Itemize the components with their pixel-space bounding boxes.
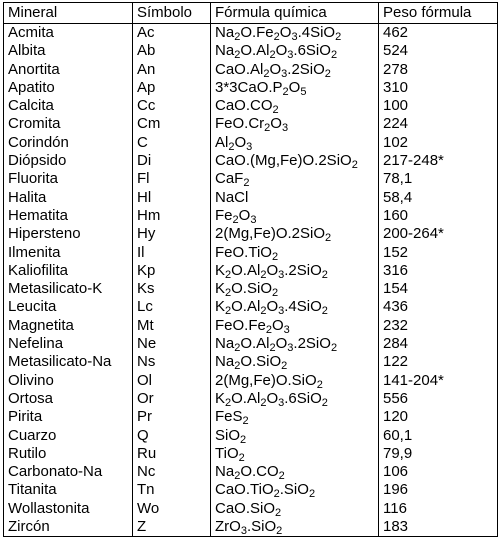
- chemical-formula: [211, 152, 379, 170]
- table-row: [4, 463, 498, 481]
- formula-subscript: 2: [234, 31, 241, 43]
- formula-text: O.CO: [240, 463, 279, 481]
- formula-subscript: 2: [225, 268, 232, 281]
- formula-weight: 310: [379, 79, 498, 97]
- mineral-name: Metasilicato-K: [4, 280, 133, 298]
- formula-weight: 120: [379, 408, 498, 426]
- formula-text: FeS: [215, 408, 243, 426]
- formula-subscript: 2: [275, 506, 282, 519]
- table-row: [4, 170, 498, 188]
- formula-text: 3*3CaO.P: [215, 78, 283, 96]
- formula-text: CaO.(Mg,Fe)O.2SiO: [215, 152, 352, 170]
- chemical-formula: [211, 481, 379, 499]
- chemical-formula: [211, 42, 379, 60]
- table-row: [4, 298, 498, 316]
- formula-weight: 284: [379, 335, 498, 353]
- formula-text: Na: [215, 353, 235, 371]
- formula-text: O.Fe: [240, 24, 274, 41]
- chemical-formula: [211, 225, 379, 243]
- table-row: [4, 427, 498, 445]
- mineral-name: Cuarzo: [4, 427, 133, 445]
- table-row: [4, 244, 498, 262]
- mineral-symbol: Pr: [133, 408, 211, 426]
- formula-subscript: 2: [234, 360, 241, 373]
- formula-subscript: 3: [250, 213, 257, 226]
- mineral-symbol: Ru: [133, 445, 211, 463]
- formula-weight: 217-248*: [379, 152, 498, 170]
- formula-text: O: [238, 206, 251, 224]
- formula-subscript: 2: [278, 470, 285, 483]
- formula-subscript: 2: [276, 525, 283, 537]
- table-row: [4, 518, 498, 537]
- mineral-name: Carbonato-Na: [4, 463, 133, 481]
- chemical-formula: [211, 244, 379, 262]
- formula-subscript: 3: [291, 31, 298, 43]
- formula-subscript: 2: [234, 49, 241, 62]
- formula-text: K: [215, 261, 226, 279]
- formula-subscript: 3: [283, 323, 290, 336]
- formula-subscript: 2: [260, 268, 267, 281]
- mineral-name: Cromita: [4, 115, 133, 133]
- mineral-symbol: Ol: [133, 372, 211, 390]
- formula-text: .6SiO: [284, 389, 322, 407]
- formula-text: K: [215, 298, 226, 316]
- mineral-name: Ortosa: [4, 390, 133, 408]
- mineral-name: Wollastonita: [4, 500, 133, 518]
- table-row: [4, 24, 498, 43]
- mineral-symbol: Fl: [133, 170, 211, 188]
- mineral-name: Hematita: [4, 207, 133, 225]
- formula-text: O: [271, 316, 284, 334]
- formula-text: O: [275, 335, 288, 353]
- chemical-formula: [211, 518, 379, 537]
- formula-subscript: 2: [325, 232, 332, 245]
- formula-text: Fe: [215, 206, 233, 224]
- header-formula: Fórmula química: [211, 3, 379, 24]
- formula-weight: 462: [379, 24, 498, 43]
- formula-weight: 122: [379, 353, 498, 371]
- formula-text: O: [275, 42, 288, 60]
- mineral-symbol: Kp: [133, 262, 211, 280]
- mineral-symbol: Di: [133, 152, 211, 170]
- formula-text: O.SiO: [240, 353, 282, 371]
- chemical-formula: [211, 372, 379, 390]
- table-row: [4, 317, 498, 335]
- formula-text: CaO.Al: [215, 60, 264, 78]
- chemical-formula: [211, 280, 379, 298]
- table-row: [4, 115, 498, 133]
- mineral-name: Olivino: [4, 372, 133, 390]
- mineral-symbol: C: [133, 134, 211, 152]
- formula-text: Na: [215, 24, 235, 41]
- formula-weight: 58,4: [379, 189, 498, 207]
- table-row: [4, 134, 498, 152]
- mineral-symbol: Z: [133, 518, 211, 537]
- mineral-symbol: Ap: [133, 79, 211, 97]
- formula-weight: 100: [379, 97, 498, 115]
- formula-subscript: 3: [278, 268, 285, 281]
- mineral-symbol: Il: [133, 244, 211, 262]
- formula-subscript: 2: [273, 488, 280, 501]
- formula-text: O: [234, 133, 247, 151]
- formula-weight: 106: [379, 463, 498, 481]
- formula-subscript: 2: [225, 305, 232, 318]
- chemical-formula: [211, 262, 379, 280]
- chemical-formula: [211, 79, 379, 97]
- formula-weight: 60,1: [379, 427, 498, 445]
- chemical-formula: [211, 408, 379, 426]
- formula-weight: 78,1: [379, 170, 498, 188]
- formula-weight: 116: [379, 500, 498, 518]
- table-body: [4, 24, 498, 537]
- formula-text: O: [266, 298, 279, 316]
- mineral-name: Magnetita: [4, 317, 133, 335]
- chemical-formula: [211, 390, 379, 408]
- formula-subscript: 2: [351, 159, 358, 172]
- mineral-symbol: Hl: [133, 189, 211, 207]
- mineral-symbol: Nc: [133, 463, 211, 481]
- formula-subscript: 2: [324, 67, 331, 80]
- formula-subscript: 2: [260, 396, 267, 409]
- table-row: [4, 189, 498, 207]
- mineral-symbol: Hy: [133, 225, 211, 243]
- formula-text: .2SiO: [284, 261, 322, 279]
- formula-text: NaCl: [215, 188, 249, 206]
- chemical-formula: [211, 207, 379, 225]
- formula-text: TiO: [215, 444, 239, 462]
- mineral-symbol: Cm: [133, 115, 211, 133]
- formula-subscript: 2: [264, 122, 271, 135]
- formula-subscript: 2: [225, 396, 232, 409]
- table-row: [4, 97, 498, 115]
- formula-subscript: 3: [278, 305, 285, 318]
- mineral-symbol: Or: [133, 390, 211, 408]
- table-row: [4, 390, 498, 408]
- table-row: [4, 152, 498, 170]
- formula-text: O.Al: [231, 389, 261, 407]
- table-row: [4, 353, 498, 371]
- formula-subscript: 2: [234, 342, 241, 355]
- formula-text: O.SiO: [231, 280, 272, 298]
- formula-text: CaO.TiO: [215, 481, 274, 499]
- formula-text: K: [215, 280, 226, 298]
- table-row: [4, 408, 498, 426]
- formula-text: FeO.TiO: [215, 243, 272, 261]
- header-peso: Peso fórmula: [379, 3, 498, 24]
- mineral-symbol: Ns: [133, 353, 211, 371]
- formula-text: O: [270, 115, 282, 133]
- table-row: [4, 262, 498, 280]
- mineral-name: Pirita: [4, 408, 133, 426]
- table-row: [4, 445, 498, 463]
- mineral-name: Diópsido: [4, 152, 133, 170]
- formula-text: O.Al: [240, 42, 270, 60]
- chemical-formula: [211, 134, 379, 152]
- chemical-formula: [211, 170, 379, 188]
- formula-text: CaF: [215, 170, 244, 188]
- mineral-name: Metasilicato-Na: [4, 353, 133, 371]
- mineral-symbol: Ks: [133, 280, 211, 298]
- formula-subscript: 2: [321, 268, 328, 281]
- mineral-name: Acmita: [4, 24, 133, 43]
- chemical-formula: [211, 317, 379, 335]
- header-simbolo: Símbolo: [133, 3, 211, 24]
- formula-subscript: 2: [263, 67, 270, 80]
- formula-subscript: 2: [330, 342, 338, 355]
- chemical-formula: [211, 463, 379, 481]
- header-mineral: Mineral: [4, 3, 133, 24]
- formula-text: Na: [215, 463, 235, 481]
- mineral-symbol: Ac: [133, 24, 211, 43]
- formula-weight: 278: [379, 61, 498, 79]
- formula-subscript: 2: [282, 85, 289, 98]
- mineral-name: Corindón: [4, 134, 133, 152]
- table-row: [4, 79, 498, 97]
- formula-weight: 154: [379, 280, 498, 298]
- formula-text: 2(Mg,Fe)O.SiO: [215, 371, 317, 389]
- formula-subscript: 2: [243, 177, 250, 190]
- formula-subscript: 2: [273, 31, 280, 43]
- formula-subscript: 3: [281, 122, 289, 135]
- formula-text: .4SiO: [297, 24, 336, 41]
- chemical-formula: [211, 24, 379, 43]
- table-row: [4, 481, 498, 499]
- formula-weight: 152: [379, 244, 498, 262]
- formula-subscript: 5: [300, 85, 307, 98]
- formula-text: O: [266, 261, 279, 279]
- mineral-table: [3, 2, 498, 537]
- formula-weight: 232: [379, 317, 498, 335]
- formula-weight: 160: [379, 207, 498, 225]
- formula-text: .2SiO: [287, 60, 325, 78]
- formula-weight: 556: [379, 390, 498, 408]
- formula-text: .4SiO: [284, 298, 322, 316]
- chemical-formula: [211, 427, 379, 445]
- formula-subscript: 2: [234, 470, 241, 483]
- formula-weight: 224: [379, 115, 498, 133]
- formula-subscript: 2: [242, 415, 249, 428]
- mineral-symbol: Q: [133, 427, 211, 445]
- formula-weight: 436: [379, 298, 498, 316]
- table-row: [4, 207, 498, 225]
- table-row: [4, 372, 498, 390]
- chemical-formula: [211, 353, 379, 371]
- formula-text: CaO.SiO: [215, 499, 276, 517]
- formula-subscript: 2: [225, 287, 232, 300]
- formula-text: O: [266, 389, 279, 407]
- formula-subscript: 2: [228, 140, 235, 153]
- formula-subscript: 3: [287, 49, 294, 62]
- mineral-name: Kaliofilita: [4, 262, 133, 280]
- formula-text: .SiO: [246, 518, 277, 536]
- formula-subscript: 2: [281, 360, 288, 373]
- formula-weight: 200-264*: [379, 225, 498, 243]
- formula-subscript: 3: [278, 396, 285, 409]
- header-row: [4, 3, 498, 24]
- formula-subscript: 3: [287, 342, 294, 355]
- formula-subscript: 2: [308, 488, 316, 501]
- formula-subscript: 2: [238, 451, 245, 464]
- formula-weight: 196: [379, 481, 498, 499]
- mineral-name: Leucita: [4, 298, 133, 316]
- chemical-formula: [211, 445, 379, 463]
- mineral-symbol: Ne: [133, 335, 211, 353]
- formula-subscript: 2: [260, 305, 267, 318]
- chemical-formula: [211, 189, 379, 207]
- table-row: [4, 61, 498, 79]
- mineral-name: Anortita: [4, 61, 133, 79]
- table-row: [4, 280, 498, 298]
- formula-text: Al: [215, 133, 229, 151]
- table-row: [4, 500, 498, 518]
- formula-subscript: 2: [271, 287, 279, 300]
- table-row: [4, 225, 498, 243]
- mineral-symbol: An: [133, 61, 211, 79]
- formula-text: SiO: [215, 426, 241, 444]
- mineral-symbol: Wo: [133, 500, 211, 518]
- formula-weight: 79,9: [379, 445, 498, 463]
- mineral-name: Halita: [4, 189, 133, 207]
- formula-subscript: 2: [321, 396, 328, 409]
- formula-text: .2SiO: [293, 335, 331, 353]
- formula-subscript: 2: [321, 305, 328, 318]
- mineral-symbol: Lc: [133, 298, 211, 316]
- formula-subscript: 2: [232, 213, 239, 226]
- formula-text: ZrO: [215, 518, 241, 536]
- formula-text: Na: [215, 335, 235, 353]
- formula-weight: 316: [379, 262, 498, 280]
- formula-subscript: 2: [316, 378, 323, 391]
- formula-subscript: 2: [335, 31, 342, 43]
- formula-text: O.Al: [231, 298, 261, 316]
- formula-text: 2(Mg,Fe)O.2SiO: [215, 225, 326, 243]
- formula-weight: 524: [379, 42, 498, 60]
- formula-subscript: 2: [269, 49, 276, 62]
- mineral-name: Albita: [4, 42, 133, 60]
- formula-text: O: [279, 24, 292, 41]
- mineral-name: Hipersteno: [4, 225, 133, 243]
- formula-weight: 102: [379, 134, 498, 152]
- mineral-symbol: Cc: [133, 97, 211, 115]
- mineral-name: Zircón: [4, 518, 133, 537]
- formula-text: .6SiO: [293, 42, 331, 60]
- chemical-formula: [211, 115, 379, 133]
- mineral-name: Fluorita: [4, 170, 133, 188]
- formula-weight: 141-204*: [379, 372, 498, 390]
- chemical-formula: [211, 97, 379, 115]
- formula-subscript: 3: [246, 140, 253, 153]
- chemical-formula: [211, 500, 379, 518]
- formula-subscript: 2: [269, 342, 276, 355]
- formula-text: O: [288, 78, 301, 96]
- formula-text: CaO.CO: [215, 97, 273, 115]
- formula-subscript: 2: [271, 250, 279, 263]
- formula-text: FeO.Fe: [215, 316, 266, 334]
- formula-subscript: 2: [330, 49, 338, 62]
- formula-subscript: 2: [240, 433, 247, 446]
- mineral-name: Nefelina: [4, 335, 133, 353]
- formula-text: Na: [215, 42, 235, 60]
- formula-weight: 183: [379, 518, 498, 537]
- chemical-formula: [211, 298, 379, 316]
- formula-text: K: [215, 389, 226, 407]
- formula-text: O.Al: [231, 261, 261, 279]
- formula-text: .SiO: [279, 481, 309, 499]
- formula-text: O.Al: [240, 335, 270, 353]
- mineral-name: Ilmenita: [4, 244, 133, 262]
- mineral-name: Calcita: [4, 97, 133, 115]
- mineral-symbol: Hm: [133, 207, 211, 225]
- mineral-name: Titanita: [4, 481, 133, 499]
- mineral-name: Rutilo: [4, 445, 133, 463]
- formula-text: FeO.Cr: [215, 115, 265, 133]
- chemical-formula: [211, 335, 379, 353]
- mineral-name: Apatito: [4, 79, 133, 97]
- mineral-symbol: Ab: [133, 42, 211, 60]
- formula-subscript: 3: [281, 67, 288, 80]
- chemical-formula: [211, 61, 379, 79]
- table-row: [4, 42, 498, 60]
- mineral-symbol: Tn: [133, 481, 211, 499]
- table-row: [4, 335, 498, 353]
- formula-subscript: 3: [240, 525, 247, 537]
- formula-subscript: 2: [272, 104, 279, 117]
- mineral-symbol: Mt: [133, 317, 211, 335]
- formula-subscript: 2: [265, 323, 272, 336]
- formula-text: O: [269, 60, 282, 78]
